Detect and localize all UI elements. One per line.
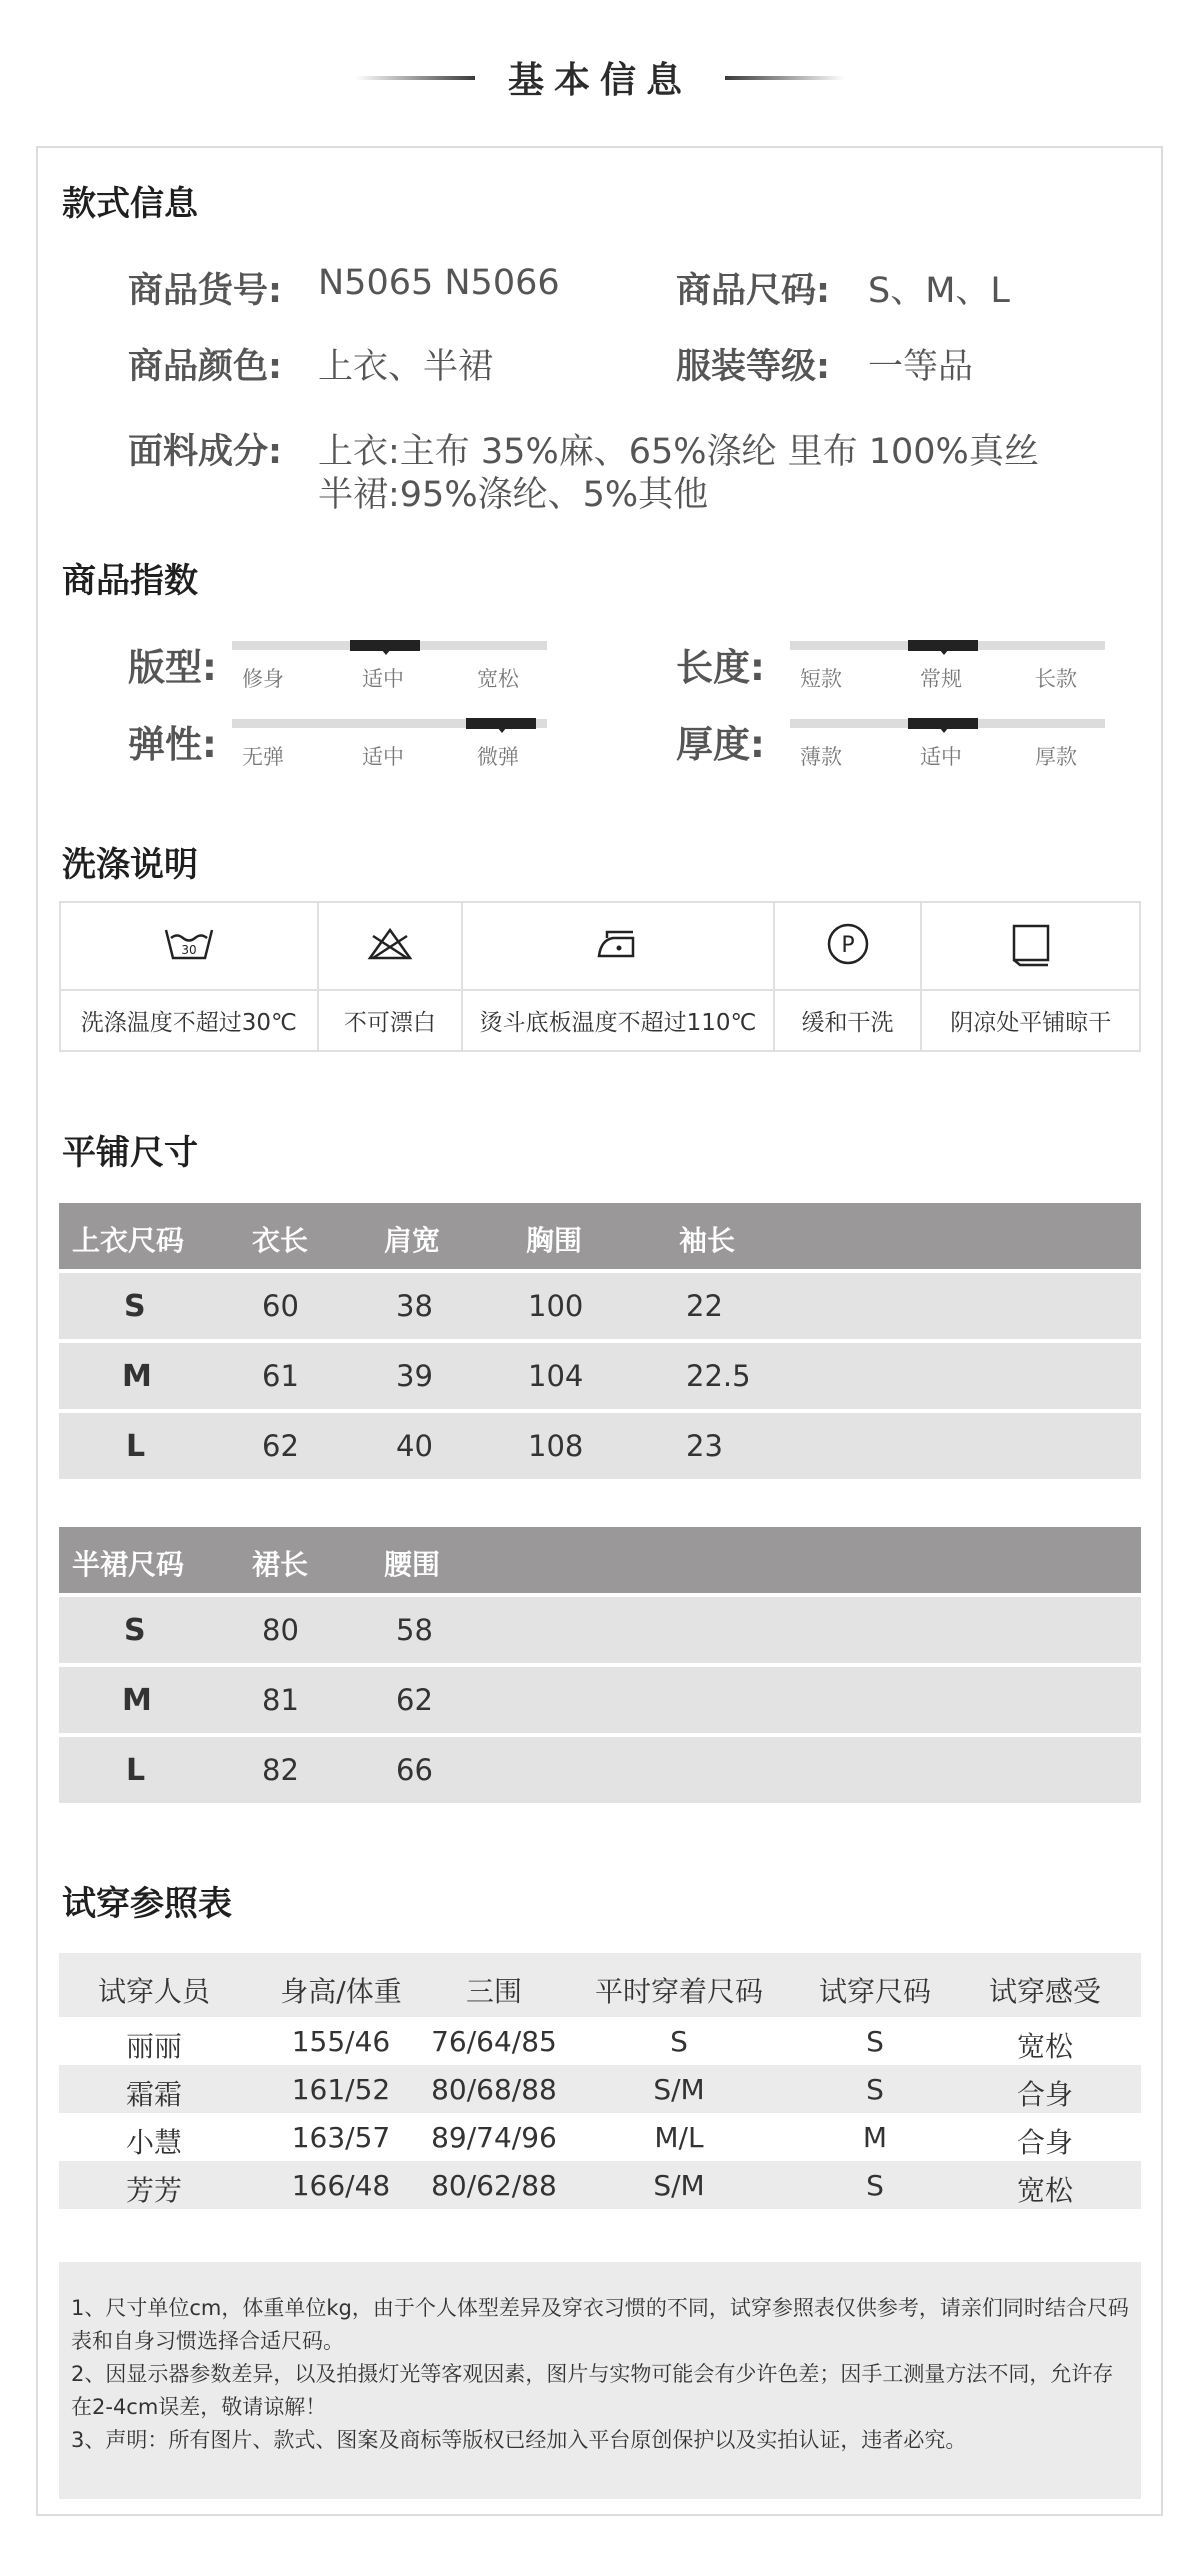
item-no-value: N5065 N5066 (318, 263, 560, 303)
table-cell: S (670, 2025, 688, 2058)
wash-text-4: 缓和干洗 (774, 990, 922, 1051)
table-cell: 76/64/85 (431, 2025, 557, 2058)
table-cell: 39 (396, 1359, 433, 1393)
wash-30-icon (60, 902, 318, 990)
grade-value: 一等品 (868, 347, 974, 387)
table-cell: 80/62/88 (431, 2169, 557, 2202)
header-cell: 身高/体重 (280, 1975, 402, 2008)
thickness-label: 厚度: (676, 723, 765, 766)
size-cell: S (124, 1613, 146, 1648)
thickness-indicator (908, 718, 978, 729)
length-tick-3: 长款 (1035, 667, 1077, 691)
table-row (59, 2113, 1141, 2161)
table-cell: 155/46 (291, 2025, 391, 2058)
elastic-tick-3: 微弹 (477, 745, 519, 769)
note-2: 2、因显示器参数差异，以及拍摄灯光等客观因素，图片与实物可能会有少许色差；因手工测量方法不同，允许存在2-4cm误差，敬请谅解！ (71, 2362, 1114, 2419)
wash-text-1: 洗涤温度不超过30℃ (60, 990, 318, 1051)
table-row (59, 2065, 1141, 2113)
size-cell: M (122, 1359, 152, 1394)
length-label: 长度: (676, 646, 765, 689)
table-cell: 22.5 (686, 1359, 751, 1393)
wash-instructions-table (59, 901, 1141, 1052)
length-tick-1: 短款 (800, 667, 842, 691)
fit-tick-1: 修身 (242, 667, 284, 691)
table-cell: 38 (396, 1289, 433, 1323)
header-cell: 试穿人员 (97, 1975, 210, 2008)
svg-text:P: P (840, 933, 855, 958)
size-label: 商品尺码: (676, 271, 830, 311)
table-cell: 61 (262, 1359, 299, 1393)
note-3: 3、声明：所有图片、款式、图案及商标等版权已经加入平台原创保护以及实拍认证，违者必究。 (71, 2428, 967, 2452)
skirt-size-table (59, 1527, 1141, 1803)
table-row (59, 2161, 1141, 2209)
table-cell: 89/74/96 (431, 2121, 557, 2154)
sizes-section-title: 平铺尺寸 (62, 1133, 198, 1173)
table-cell: 22 (686, 1289, 723, 1323)
header-divider-left (355, 76, 475, 80)
table-header (59, 1953, 1141, 2017)
elastic-label: 弹性: (128, 723, 217, 766)
size-cell: L (126, 1753, 146, 1788)
fit-label: 版型: (128, 646, 217, 689)
iron-icon (462, 902, 773, 990)
table-header (59, 1203, 1141, 1269)
notes-box (59, 2262, 1141, 2499)
table-cell: 108 (528, 1429, 584, 1463)
spec-section-title: 款式信息 (62, 184, 198, 224)
item-no-label: 商品货号: (128, 271, 282, 311)
table-cell: S (866, 2073, 884, 2106)
header-cell: 衣长 (252, 1224, 309, 1257)
table-cell: 104 (528, 1359, 584, 1393)
table-row (59, 1737, 1141, 1803)
thickness-tick-1: 薄款 (800, 745, 842, 769)
table-cell: 60 (262, 1289, 299, 1323)
table-cell: 小慧 (125, 2126, 182, 2159)
table-row (59, 1413, 1141, 1479)
size-cell: M (122, 1683, 152, 1718)
fabric-value-skirt: 半裙:95%涤纶、5%其他 (318, 475, 709, 515)
table-cell: 芳芳 (125, 2174, 182, 2207)
table-cell: S/M (653, 2073, 705, 2106)
fit-scale (232, 641, 547, 691)
table-cell: 霜霜 (125, 2078, 182, 2111)
dry-clean-p-icon (774, 902, 922, 990)
table-cell: 100 (528, 1289, 584, 1323)
header-cell: 胸围 (526, 1224, 583, 1257)
table-header (59, 1527, 1141, 1593)
elastic-scale (232, 719, 547, 769)
table-cell: 40 (396, 1429, 433, 1463)
fit-indicator (350, 640, 420, 651)
table-row (59, 1343, 1141, 1409)
header-cell: 半裙尺码 (72, 1548, 185, 1581)
thickness-tick-3: 厚款 (1035, 745, 1077, 769)
table-cell: 166/48 (291, 2169, 391, 2202)
table-cell: 163/57 (291, 2121, 391, 2154)
fabric-label: 面料成分: (128, 432, 282, 472)
table-cell: M/L (654, 2121, 704, 2154)
table-cell: M (862, 2121, 888, 2154)
fit-tick-2: 适中 (362, 667, 404, 691)
header-cell: 袖长 (679, 1224, 736, 1257)
wash-text-2: 不可漂白 (318, 990, 463, 1051)
color-value: 上衣、半裙 (318, 347, 494, 387)
table-cell: 合身 (1016, 2078, 1073, 2111)
table-cell: 66 (396, 1753, 433, 1787)
table-cell: 丽丽 (125, 2030, 182, 2063)
table-row (59, 2017, 1141, 2065)
table-row (59, 1667, 1141, 1733)
table-cell: 161/52 (291, 2073, 391, 2106)
table-cell: 23 (686, 1429, 723, 1463)
note-1: 1、尺寸单位cm，体重单位kg，由于个人体型差异及穿衣习惯的不同，试穿参照表仅供参考，请亲们同时结合尺码表和自身习惯选择合适尺码。 (71, 2296, 1129, 2353)
header-cell: 裙长 (252, 1548, 309, 1581)
table-cell: 58 (396, 1613, 433, 1647)
header-cell: 腰围 (384, 1548, 441, 1581)
wash-section-title: 洗涤说明 (62, 845, 198, 885)
color-label: 商品颜色: (128, 347, 282, 387)
fit-tick-3: 宽松 (477, 667, 519, 691)
elastic-tick-1: 无弹 (242, 745, 284, 769)
header-cell: 肩宽 (384, 1224, 441, 1257)
thickness-tick-2: 适中 (920, 745, 962, 769)
header-cell: 上衣尺码 (72, 1224, 185, 1257)
tryon-table (59, 1953, 1141, 2209)
table-row (59, 1597, 1141, 1663)
wash-text-3: 烫斗底板温度不超过110℃ (462, 990, 773, 1051)
table-row (59, 1273, 1141, 1339)
header-cell: 平时穿着尺码 (594, 1975, 763, 2008)
index-section-title: 商品指数 (62, 561, 198, 601)
header-cell: 试穿感受 (988, 1975, 1101, 2008)
wash-text-5: 阴凉处平铺晾干 (921, 990, 1140, 1051)
table-cell: S (866, 2169, 884, 2202)
elastic-tick-2: 适中 (362, 745, 404, 769)
table-cell: S (866, 2025, 884, 2058)
grade-label: 服装等级: (676, 347, 830, 387)
table-cell: 81 (262, 1683, 299, 1717)
table-cell: 宽松 (1016, 2030, 1073, 2063)
length-scale (790, 641, 1105, 691)
table-cell: 合身 (1016, 2126, 1073, 2159)
size-value: S、M、L (868, 271, 1010, 311)
table-cell: 82 (262, 1753, 299, 1787)
top-size-table (59, 1203, 1141, 1479)
thickness-scale (790, 719, 1105, 769)
length-indicator (908, 640, 978, 651)
length-tick-2: 常规 (920, 667, 962, 691)
header-divider-right (725, 76, 845, 80)
table-cell: 62 (262, 1429, 299, 1463)
elastic-indicator (466, 718, 536, 729)
header-cell: 试穿尺码 (818, 1975, 931, 2008)
dry-flat-shade-icon (921, 902, 1140, 990)
table-cell: S/M (653, 2169, 705, 2202)
size-cell: L (126, 1429, 146, 1464)
header-cell: 三围 (465, 1975, 522, 2008)
page-title: 基本信息 (507, 60, 692, 101)
size-cell: S (124, 1289, 146, 1324)
tryon-section-title: 试穿参照表 (62, 1884, 232, 1924)
svg-text:30: 30 (181, 943, 197, 957)
no-bleach-icon (318, 902, 463, 990)
table-cell: 80/68/88 (431, 2073, 557, 2106)
table-cell: 62 (396, 1683, 433, 1717)
fabric-value-top: 上衣:主布 35%麻、65%涤纶 里布 100%真丝 (318, 432, 1039, 472)
table-cell: 宽松 (1016, 2174, 1073, 2207)
table-cell: 80 (262, 1613, 299, 1647)
